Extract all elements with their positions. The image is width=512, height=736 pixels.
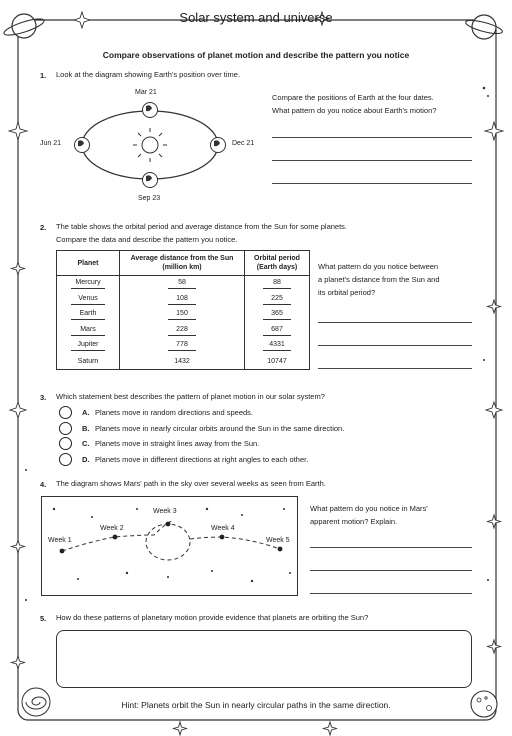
date-label-bottom: Sep 23 — [138, 195, 161, 202]
question-3-text: Which statement best describes the pattern of planet motion in our solar system? — [56, 392, 325, 401]
option-text: Planets move in random directions and speeds. — [95, 407, 254, 417]
radio-circle[interactable] — [59, 437, 72, 450]
radio-circle[interactable] — [59, 422, 72, 435]
mars-path-diagram — [41, 496, 298, 596]
answer-line[interactable] — [318, 368, 472, 369]
option-letter: D. — [82, 454, 90, 464]
table-row — [57, 276, 310, 292]
hint-text: Hint: Planets orbit the Sun in nearly circular paths in the same direction. — [121, 700, 391, 710]
week-label-5: Week 5 — [266, 537, 290, 544]
page-subtitle: Compare observations of planet motion and describe the pattern you notice — [102, 50, 410, 60]
distance-value: 1432 — [174, 357, 190, 365]
question-1-prompt-line-2: What pattern do you notice about Earth's motion? — [272, 106, 437, 115]
planet-name: Saturn — [77, 357, 99, 365]
question-2-text-line-1: The table shows the orbital period and average distance from the Sun for some planets. — [56, 222, 348, 231]
planet-name: Mars — [71, 325, 105, 336]
option-text: Planets move in nearly circular orbits around the Sun in the same direction. — [95, 423, 345, 433]
answer-line[interactable] — [318, 322, 472, 323]
question-4-prompt-line-2: apparent motion? Explain. — [310, 517, 398, 526]
question-1-text: Look at the diagram showing Earth's position over time. — [56, 70, 241, 79]
question-2-prompt-line-2: a planet's distance from the Sun and — [318, 275, 440, 284]
week-label-4: Week 4 — [211, 525, 235, 532]
question-1-number: 1. — [40, 71, 47, 80]
question-2-number: 2. — [40, 223, 47, 232]
distance-value: 108 — [168, 294, 196, 305]
answer-line[interactable] — [310, 547, 472, 548]
answer-line[interactable] — [310, 570, 472, 571]
period-value: 225 — [263, 294, 291, 305]
week-label-1: Week 1 — [48, 537, 72, 544]
page-title: Solar system and universe — [179, 10, 333, 25]
option-a[interactable] — [59, 405, 253, 419]
distance-value: 150 — [168, 309, 196, 320]
week-label-3: Week 3 — [153, 508, 177, 515]
radio-circle[interactable] — [59, 453, 72, 466]
table-row — [57, 307, 310, 323]
planet-name: Venus — [71, 294, 105, 305]
option-d[interactable] — [59, 452, 308, 466]
period-value: 88 — [263, 278, 291, 289]
week-label-2: Week 2 — [100, 525, 124, 532]
question-5-number: 5. — [40, 614, 47, 623]
question-2-prompt-line-1: What pattern do you notice between — [318, 262, 439, 271]
table-row — [57, 292, 310, 308]
period-value: 365 — [263, 309, 291, 320]
answer-line[interactable] — [310, 593, 472, 594]
option-b[interactable] — [59, 421, 344, 435]
distance-value: 58 — [168, 278, 196, 289]
table-header-planet: Planet — [57, 251, 120, 276]
question-2-text-line-2: Compare the data and describe the pattern you notice. — [56, 235, 238, 244]
option-text: Planets move in different directions at right angles to each other. — [95, 454, 309, 464]
question-5-text: How do these patterns of planetary motion provide evidence that planets are orbiting the Sun? — [56, 613, 369, 622]
date-label-right: Dec 21 — [232, 140, 255, 147]
table-row — [57, 323, 310, 339]
radio-circle[interactable] — [59, 406, 72, 419]
table-row — [57, 338, 310, 354]
planet-name: Mercury — [71, 278, 105, 289]
distance-value: 778 — [168, 340, 196, 351]
answer-line[interactable] — [272, 183, 472, 184]
sun-icon — [133, 128, 167, 162]
planet-name: Earth — [71, 309, 105, 320]
background-star-icon — [53, 508, 291, 582]
table-row — [57, 354, 310, 370]
planet-data-table — [56, 250, 310, 370]
date-label-left: Jun 21 — [40, 140, 62, 147]
answer-line[interactable] — [272, 137, 472, 138]
option-c[interactable] — [59, 436, 259, 450]
question-4-number: 4. — [40, 480, 47, 489]
date-label-top: Mar 21 — [135, 89, 157, 96]
distance-value: 228 — [168, 325, 196, 336]
period-value: 10747 — [267, 357, 287, 365]
question-3-number: 3. — [40, 393, 47, 402]
option-text: Planets move in straight lines away from the Sun. — [95, 438, 260, 448]
question-1-prompt-line-1: Compare the positions of Earth at the four dates. — [272, 93, 434, 102]
period-value: 687 — [263, 325, 291, 336]
question-2-prompt-line-3: its orbital period? — [318, 288, 376, 297]
option-letter: A. — [82, 407, 90, 417]
answer-line[interactable] — [318, 345, 472, 346]
period-value: 4331 — [263, 340, 291, 351]
table-header-distance: Average distance from the Sun (million km) — [120, 251, 245, 276]
question-4-prompt-line-1: What pattern do you notice in Mars' — [310, 504, 428, 513]
answer-line[interactable] — [272, 160, 472, 161]
option-letter: C. — [82, 438, 90, 448]
question-4-text: The diagram shows Mars' path in the sky over several weeks as seen from Earth. — [56, 479, 326, 488]
option-letter: B. — [82, 423, 90, 433]
answer-box[interactable] — [56, 630, 472, 688]
planet-name: Jupiter — [71, 340, 105, 351]
mars-position-dot — [60, 522, 283, 554]
table-header-period: Orbital period (Earth days) — [245, 251, 310, 276]
